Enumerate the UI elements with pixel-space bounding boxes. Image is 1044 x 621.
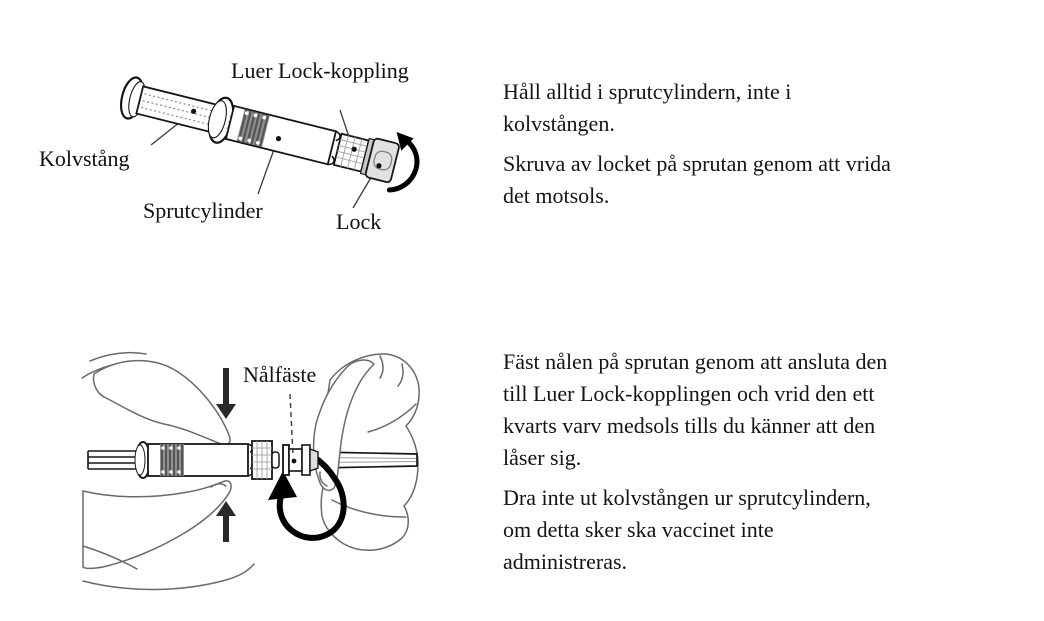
paragraph (503, 346, 981, 474)
text-line: administreras. (503, 549, 628, 574)
label-cap: Lock (336, 209, 382, 234)
paragraph (503, 482, 981, 578)
down-arrow-icon (216, 368, 236, 419)
hub-leader-line (290, 394, 293, 455)
syringe-tip (272, 452, 279, 468)
plunger-rod (88, 451, 138, 469)
label-plunger-rod: Kolvstång (39, 146, 130, 171)
luer-lock-collar (252, 441, 272, 479)
label-luer-lock: Luer Lock-koppling (231, 58, 409, 83)
hub-marker-dot (292, 459, 297, 464)
text-line: Skruva av locket på sprutan genom att vrida (503, 151, 891, 176)
label-barrel: Sprutcylinder (143, 198, 263, 223)
text-line: Håll alltid i sprutcylindern, inte i (503, 79, 792, 104)
left-index-finger (83, 481, 231, 569)
paragraph (503, 76, 981, 140)
text-line: Dra inte ut kolvstången ur sprutcylindern, (503, 485, 871, 510)
paragraph (503, 148, 981, 212)
syringe (88, 441, 279, 479)
hub-flange (283, 445, 289, 475)
syringe (116, 66, 424, 196)
text-line: kvarts varv medsols tills du känner att den (503, 413, 876, 438)
text-line: om detta sker ska vaccinet inte (503, 517, 774, 542)
left-thumb (94, 361, 230, 445)
instructions-step2 (503, 346, 981, 586)
plunger-flange-rim (135, 445, 145, 475)
stopper (160, 444, 184, 476)
label-needle-hub: Nålfäste (243, 362, 317, 387)
text-line: det motsols. (503, 183, 610, 208)
text-line: Fäst nålen på sprutan genom att ansluta den (503, 349, 888, 374)
text-line: låser sig. (503, 445, 582, 470)
text-line: kolvstången. (503, 111, 615, 136)
needle-hub (283, 445, 318, 475)
instructions-step1 (503, 76, 981, 220)
hub-ring (302, 445, 310, 475)
text-line: till Luer Lock-kopplingen och vrid den ett (503, 381, 875, 406)
hub-taper (310, 449, 318, 471)
